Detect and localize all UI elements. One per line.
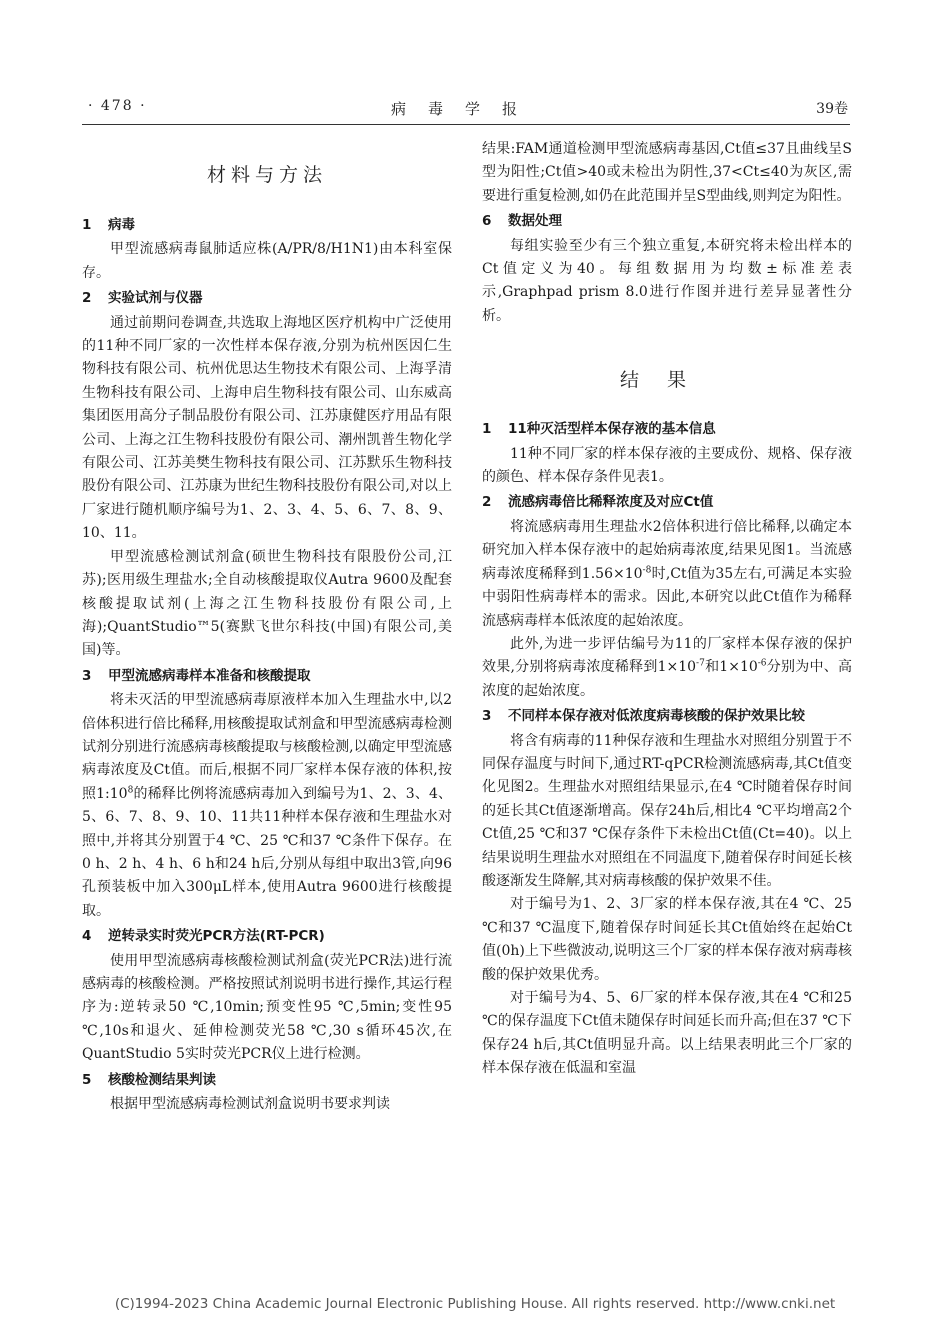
running-header: [82, 98, 848, 122]
heading-reagents: 2 实验试剂与仪器: [82, 290, 203, 307]
journal-title: 病毒学报: [390, 100, 539, 118]
right-column: [482, 138, 852, 1081]
paragraph: 对于编号为1、2、3厂家的样本保存液,其在4 ℃、25 ℃和37 ℃温度下,随着保存时间延长其Ct值始终在起始Ct值(0h)上下些微波动,说明这三个厂家的样本保存液对病毒核酸的保护效果优秀。: [482, 896, 852, 983]
heading-basic-info: 1 11种灭活型样本保存液的基本信息: [482, 421, 716, 438]
heading-rt-pcr: 4 逆转录实时荧光PCR方法(RT-PCR): [82, 928, 325, 945]
paragraph: 使用甲型流感病毒核酸检测试剂盒(荧光PCR法)进行流感病毒的核酸检测。严格按照试剂说明书进行操作,其运行程序为:逆转录50 ℃,10min;预变性95 ℃,5min;变性95 ℃,10s和退火、延伸检测荧光58 ℃,30 s循环45次,在QuantStudio 5实时荧光PCR仪上进行检测。: [82, 952, 452, 1063]
paragraph: 对于编号为4、5、6厂家的样本保存液,其在4 ℃和25 ℃的保存温度下Ct值未随保存时间延长而升高;但在37 ℃下保存24 h后,其Ct值明显升高。以上结果表明此三个厂家的样本保存液在低温和室温: [482, 990, 852, 1077]
paragraph: 将含有病毒的11种保存液和生理盐水对照组分别置于不同保存温度与时间下,通过RT-qPCR检测流感病毒,其Ct值变化见图2。生理盐水对照组结果显示,在4 ℃时随着保存时间的延长其Ct值逐渐增高。保存24h后,相比4 ℃平均增高2个Ct值,25 ℃和37 ℃保存条件下未检出Ct值(Ct=40)。以上结果说明生理盐水对照组在不同温度下,随着保存时间延长核酸逐渐发生降解,其对病毒核酸的保护效果不佳。: [482, 732, 852, 889]
paragraph: 每组实验至少有三个独立重复,本研究将未检出样本的Ct值定义为40。每组数据用为均数±标准差表示,Graphpad prism 8.0进行作图并进行差异显著性分析。: [482, 237, 852, 324]
paragraph: 根据甲型流感病毒检测试剂盒说明书要求判读: [110, 1096, 390, 1113]
heading-result-reading: 5 核酸检测结果判读: [82, 1071, 216, 1088]
page-number: · 478 ·: [88, 98, 147, 114]
section-title-results: 结果: [619, 369, 714, 392]
paragraph: 结果:FAM通道检测甲型流感病毒基因,Ct值≤37且曲线呈S型为阳性;Ct值>40或未检出为阴性,37<Ct≤40为灰区,需要进行重复检测,如仍在此范围并呈S型曲线,则判定为阳性。: [482, 141, 852, 204]
header-rule: [82, 124, 850, 125]
heading-sample-prep: 3 甲型流感病毒样本准备和核酸提取: [82, 667, 311, 684]
paragraph: 将流感病毒用生理盐水2倍体积进行倍比稀释,以确定本研究加入样本保存液中的起始病毒浓度,结果见图1。当流感病毒浓度稀释到$1.56\times 10^{-8}$时,Ct值为35左右,可满足本实验中弱阳性病毒样本的需求。因此,本研究以此Ct值作为稀释流感病毒样本低浓度的起始浓度。: [482, 518, 852, 629]
heading-data-processing: 6 数据处理: [482, 213, 562, 230]
paragraph: 将未灭活的甲型流感病毒原液样本加入生理盐水中,以2倍体积进行倍比稀释,用核酸提取试剂盒和甲型流感病毒检测试剂分别进行流感病毒核酸提取与核酸检测,以确定甲型流感病毒浓度及Ct值。而后,根据不同厂家样本保存液的体积,按照$1:10^8$的稀释比例将流感病毒加入到编号为1、2、3、4、5、6、7、8、9、10、11共11种样本保存液和生理盐水对照中,并将其分别置于4 ℃、25 ℃和37 ℃条件下保存。在0 h、2 h、4 h、6 h和24 h后,分别从每组中取出3管,向96孔预装板中加入300μL样本,使用Autra 9600进行核酸提取。: [82, 692, 452, 919]
heading-virus: 1 病毒: [82, 217, 135, 233]
paragraph: 11种不同厂家的样本保存液的主要成份、规格、保存液的颜色、样本保存条件见表1。: [482, 445, 852, 486]
heading-protection: 3 不同样本保存液对低浓度病毒核酸的保护效果比较: [482, 708, 805, 725]
paragraph: 甲型流感病毒鼠肺适应株(A/PR/8/H1N1)由本科室保存。: [82, 241, 452, 281]
section-title-methods: 材料与方法: [206, 164, 327, 186]
left-column: [82, 138, 452, 1116]
volume-label: 39卷: [816, 101, 848, 117]
copyright-footer: (C)1994-2023 China Academic Journal Electronic Publishing House. All rights reserved. http://www.cnki.net: [114, 1296, 836, 1312]
paragraph: 此外,为进一步评估编号为11的厂家样本保存液的保护效果,分别将病毒浓度稀释到$1\times 10^{-7}$和$1\times 10^{-6}$分别为中、高浓度的起始浓度。: [482, 635, 852, 699]
heading-dilution: 2 流感病毒倍比稀释浓度及对应Ct值: [482, 494, 714, 511]
paragraph: 通过前期问卷调查,共选取上海地区医疗机构中广泛使用的11种不同厂家的一次性样本保存液,分别为杭州医因仁生物科技有限公司、杭州优思达生物技术有限公司、上海孚清生物科技有限公司、上海申启生物科技有限公司、山东威高集团医用高分子制品股份有限公司、江苏康健医疗用品有限公司、上海之江生物科技股份有限公司、潮州凯普生物化学有限公司、江苏美樊生物科技有限公司、江苏默乐生物科技股份有限公司、江苏康为世纪生物科技股份有限公司,对以上厂家进行随机顺序编号为1、2、3、4、5、6、7、8、9、10、11。: [82, 314, 452, 542]
paragraph: 甲型流感检测试剂盒(硕世生物科技有限股份公司,江苏);医用级生理盐水;全自动核酸提取仪Autra 9600及配套核酸提取试剂(上海之江生物科技股份有限公司,上海);QuantStudio™5(赛默飞世尔科技(中国)有限公司,美国)等。: [82, 548, 452, 659]
